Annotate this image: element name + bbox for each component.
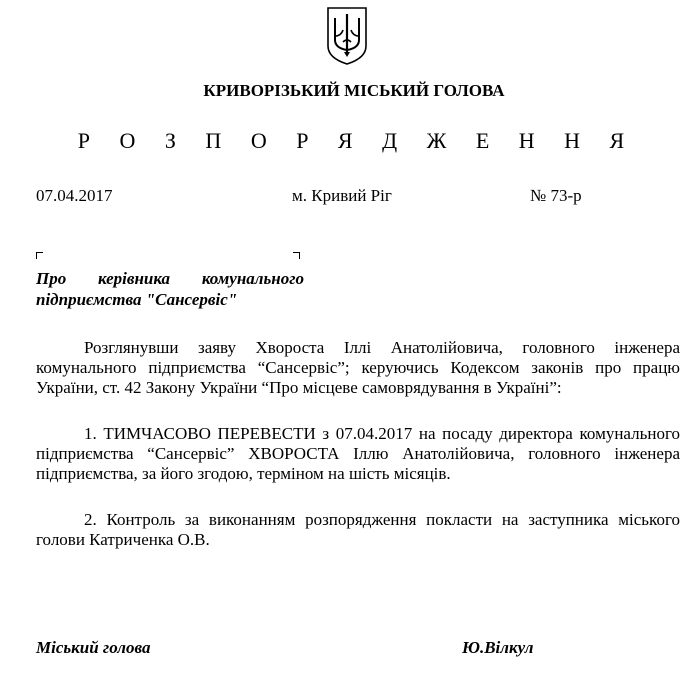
issuing-authority: КРИВОРІЗЬКИЙ МІСЬКИЙ ГОЛОВА bbox=[203, 81, 505, 100]
order-item-1: 1. ТИМЧАСОВО ПЕРЕВЕСТИ з 07.04.2017 на посаду директора комунального підприємства “Сансервіс” ХВОРОСТА Іллю Анатолійовича, головного інженера підприємства, за його згодою, терміном на шість місяців. bbox=[36, 424, 680, 483]
document-date: 07.04.2017 bbox=[36, 186, 113, 205]
document-number: № 73-р bbox=[530, 186, 582, 205]
document-subject bbox=[36, 268, 304, 310]
document-city: м. Кривий Ріг bbox=[292, 186, 392, 205]
subject-corner-mark-left bbox=[36, 252, 43, 259]
subject-corner-mark-right bbox=[293, 252, 300, 259]
signatory-title: Міський голова bbox=[36, 638, 151, 657]
document-type-title: Р О З П О Р Я Д Ж Е Н Н Я bbox=[77, 128, 637, 153]
subject-line-1: Про керівника комунального bbox=[36, 269, 304, 288]
signatory-name: Ю.Вілкул bbox=[462, 638, 534, 657]
preamble-paragraph: Розглянувши заяву Хвороста Іллі Анатолійовича, головного інженера комунального підприємства “Сансервіс”; керуючись Кодексом законів про працю України, ст. 42 Закону України “Про місцеве самоврядування в Україні”: bbox=[36, 338, 680, 397]
subject-line-2: підприємства "Сансервіс" bbox=[36, 290, 238, 309]
order-item-2: 2. Контроль за виконанням розпорядження покласти на заступника міського голови Катриченка О.В. bbox=[36, 510, 680, 549]
coat-of-arms-trident-icon bbox=[326, 6, 368, 66]
